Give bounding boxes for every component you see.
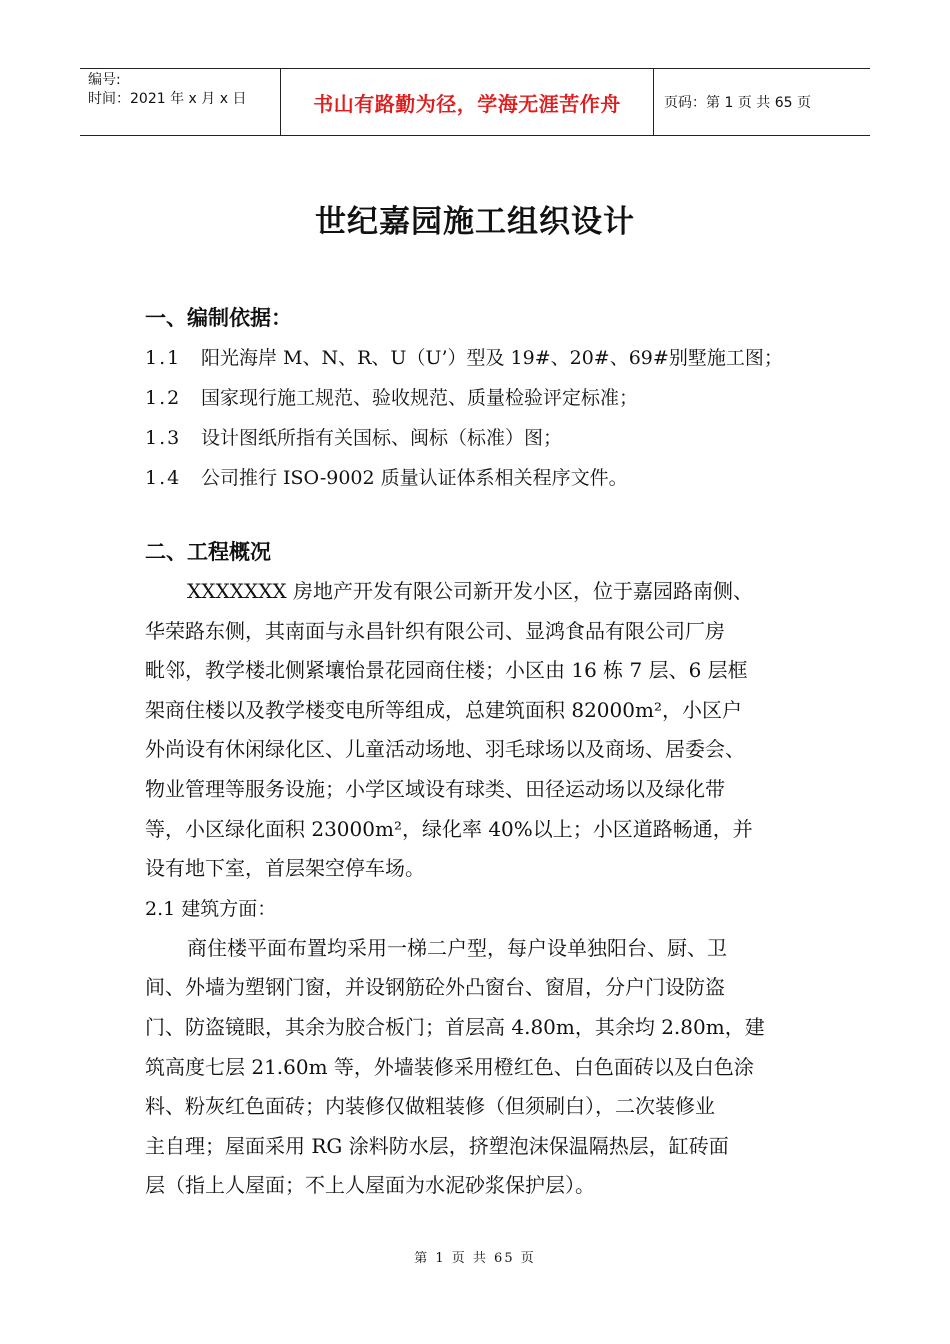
page-footer: 第 1 页 共 65 页 [414, 1251, 536, 1266]
reference-number: 1.1 [145, 347, 182, 369]
reference-text: 阳光海岸 M、N、R、U（U’）型及 19#、20#、69#别墅施工图； [201, 347, 783, 369]
reference-item [145, 418, 815, 458]
reference-text: 公司推行 ISO-9002 质量认证体系相关程序文件。 [201, 467, 628, 489]
reference-number: 1.4 [145, 467, 182, 489]
reference-item [145, 458, 815, 498]
reference-item [145, 378, 815, 418]
overview-paragraph: XXXXXXX 房地产开发有限公司新开发小区，位于嘉园路南侧、 华荣路东侧，其南面与永昌针织有限公司、显鸿食品有限公司厂房 毗邻，教学楼北侧紧壤怡景花园商住楼；小区由 16 栋 7 层、6 层框 架商住楼以及教学楼变电所等组成，总建筑面积 82000m²，小区户 外尚设有休闲绿化区、儿童活动场地、羽毛球场以及商场、居委会、 物业管理等服务设施；小学区域设有球类、田径运动场以及绿化带 等，小区绿化面积 23000m²，绿化率 40%以上；小区道路畅通，并 设有地下室，首层架空停车场。 [145, 579, 754, 881]
document-title: 世纪嘉园施工组织设计 [315, 204, 635, 240]
header-page-info: 页码：第 1 页 共 65 页 [664, 95, 811, 111]
header-meta [80, 69, 281, 135]
page-header [80, 68, 870, 136]
reference-number: 1.3 [145, 427, 182, 449]
section1-heading: 一、编制依据： [145, 306, 292, 330]
subsection-heading: 2.1 建筑方面： [145, 897, 277, 920]
reference-item [145, 338, 815, 378]
reference-number: 1.2 [145, 387, 182, 409]
time-label: 时间：2021 年 x 月 x 日 [88, 91, 247, 107]
header-motto: 书山有路勤为径，学海无涯苦作舟 [281, 69, 654, 135]
number-label: 编号: [88, 72, 121, 88]
document-body [145, 298, 815, 1206]
reference-text: 设计图纸所指有关国标、闽标（标准）图； [201, 427, 563, 449]
architecture-paragraph: 商住楼平面布置均采用一梯二户型，每户设单独阳台、厨、卫 间、外墙为塑钢门窗，并设钢筋砼外凸窗台、窗眉，分户门设防盗 门、防盗镜眼，其余为胶合板门；首层高 4.80m，其余均 2.80m，建 筑高度七层 21.60m 等，外墙装修采用橙红色、白色面砖以及白色涂 料、粉灰红色面砖；内装修仅做粗装修（但须刷白），二次装修业 主自理；屋面采用 RG 涂料防水层，挤塑泡沫保温隔热层，缸砖面 层（指上人屋面；不上人屋面为水泥砂浆保护层）。 [145, 935, 765, 1198]
reference-text: 国家现行施工规范、验收规范、质量检验评定标准； [201, 387, 639, 409]
section2-heading: 二、工程概况 [145, 540, 271, 564]
